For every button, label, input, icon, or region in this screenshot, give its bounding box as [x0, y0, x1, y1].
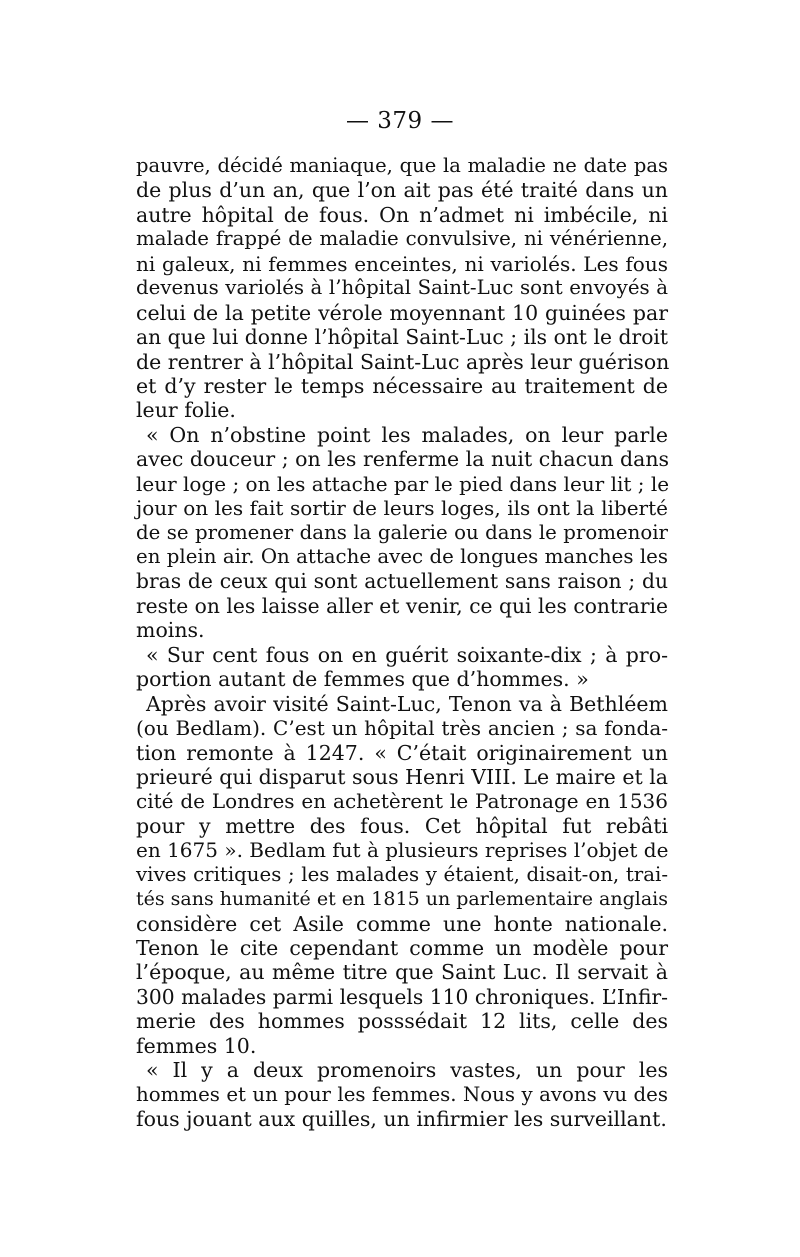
text-line: devenus variolés à l’hôpital Saint-Luc sont envoyés à	[136, 276, 668, 300]
text-line: cité de Londres en achetèrent le Patronage en 1536	[136, 789, 668, 814]
text-line: bras de ceux qui sont actuellement sans raison ; du	[136, 569, 668, 594]
text-line: Après avoir visité Saint-Luc, Tenon va à Bethléem	[146, 691, 668, 716]
text-line: leur loge ; on les attache par le pied dans leur lit ; le	[136, 471, 670, 496]
text-line: jour on les fait sortir de leurs loges, ils ont la liberté	[136, 496, 668, 521]
text-line: de se promener dans la galerie ou dans le promenoir	[136, 520, 668, 544]
page-number: — 379 —	[345, 108, 455, 134]
text-line: de rentrer à l’hôpital Saint-Luc après leur guérison	[136, 349, 670, 374]
text-line: avec douceur ; on les renferme la nuit chacun dans	[136, 447, 670, 472]
text-line: autre hôpital de fous. On n’admet ni imbécile, ni	[136, 202, 668, 227]
text-line: « Sur cent fous on en guérit soixante-dix ; à pro-	[146, 642, 668, 667]
text-line: fous jouant aux quilles, un infirmier les surveillant.	[136, 1107, 667, 1132]
text-line: hommes et un pour les femmes. Nous y avons vu des	[136, 1082, 668, 1106]
text-line: merie des hommes posssédait 12 lits, celle des	[136, 1009, 668, 1034]
text-line: an que lui donne l’hôpital Saint-Luc ; ils ont le droit	[136, 325, 668, 350]
text-line: en 1675 ». Bedlam fut à plusieurs reprises l’objet de	[136, 838, 669, 863]
text-line: « Il y a deux promenoirs vastes, un pour les	[146, 1058, 668, 1083]
text-line: « On n’obstine point les malades, on leur parle	[146, 422, 668, 447]
text-line: malade frappé de maladie convulsive, ni vénérienne,	[136, 227, 668, 251]
text-line: tés sans humanité et en 1815 un parlementaire anglais	[136, 888, 668, 911]
text-line: leur folie.	[136, 398, 236, 423]
text-line: vives critiques ; les malades y étaient, disait-on, trai-	[136, 862, 668, 886]
text-line: pour y mettre des fous. Cet hôpital fut rebâti	[136, 813, 668, 838]
text-line: portion autant de femmes que d’hommes. »	[136, 667, 589, 692]
body-text	[136, 154, 668, 1132]
text-line: reste on les laisse aller et venir, ce qui les contrarie	[136, 593, 668, 618]
text-line: 300 malades parmi lesquels 110 chroniques. L’Infir-	[136, 984, 668, 1009]
text-line: en plein air. On attache avec de longues manches les	[136, 545, 668, 568]
text-line: pauvre, décidé maniaque, que la maladie ne date pas	[136, 154, 668, 177]
text-line: celui de la petite vérole moyennant 10 guinées par	[136, 300, 668, 325]
text-line: (ou Bedlam). C’est un hôpital très ancien ; sa fonda-	[136, 716, 668, 741]
text-line: moins.	[136, 618, 205, 643]
text-line: l’époque, au même titre que Saint Luc. Il servait à	[136, 960, 668, 985]
text-line: Tenon le cite cependant comme un modèle pour	[136, 936, 668, 960]
text-line: considère cet Asile comme une honte nationale.	[136, 911, 668, 936]
text-line: tion remonte à 1247. « C’était originairement un	[136, 740, 668, 765]
text-line: ni galeux, ni femmes enceintes, ni variolés. Les fous	[136, 251, 668, 276]
text-line: de plus d’un an, que l’on ait pas été traité dans un	[136, 178, 668, 203]
text-line: et d’y rester le temps nécessaire au traitement de	[136, 373, 668, 398]
text-line: prieuré qui disparut sous Henri VIII. Le maire et la	[136, 764, 668, 789]
text-line: femmes 10.	[136, 1033, 257, 1058]
